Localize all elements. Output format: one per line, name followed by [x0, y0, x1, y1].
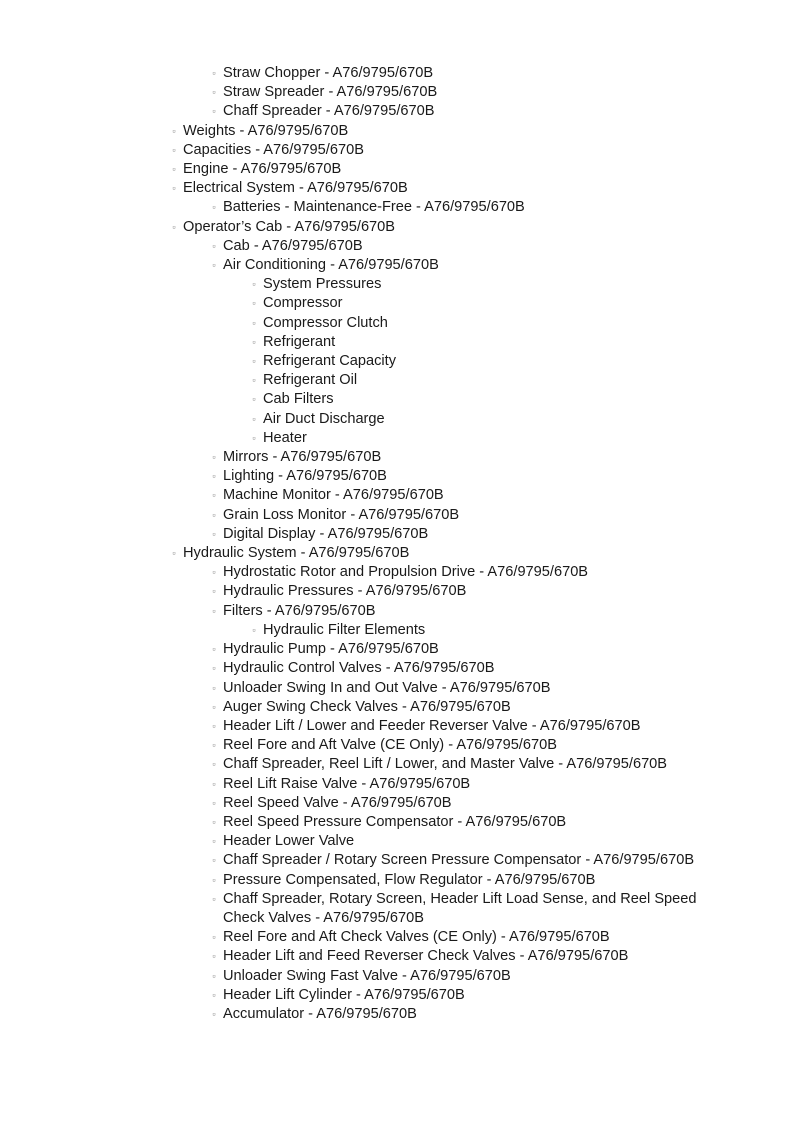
list-item-label: Header Lower Valve [223, 833, 355, 850]
bullet-icon: ▫ [212, 490, 216, 501]
list-item-label: Hydraulic System - A76/9795/670B [183, 545, 410, 562]
bullet-icon: ▫ [252, 356, 256, 367]
list-item [0, 679, 794, 698]
bullet-icon: ▫ [212, 989, 216, 1000]
bullet-icon: ▫ [212, 586, 216, 597]
list-item [0, 294, 794, 313]
list-item-label: Compressor [263, 295, 343, 312]
bullet-icon: ▫ [212, 816, 216, 827]
list-item-label: Refrigerant [263, 333, 336, 350]
list-item [0, 621, 794, 640]
list-item [0, 198, 794, 217]
bullet-icon: ▫ [252, 375, 256, 386]
list-item [0, 429, 794, 448]
bullet-icon: ▫ [212, 567, 216, 578]
list-item [0, 602, 794, 621]
list-item-label: Hydraulic Filter Elements [263, 621, 426, 638]
list-item [0, 928, 794, 947]
list-item-label: Hydrostatic Rotor and Propulsion Drive - A76/9795/670B [223, 564, 589, 581]
list-item [0, 813, 794, 832]
list-item-label: Electrical System - A76/9795/670B [183, 180, 408, 197]
list-item-label: Header Lift and Feed Reverser Check Valves - A76/9795/670B [223, 948, 629, 965]
list-item-label: Lighting - A76/9795/670B [223, 468, 387, 485]
bullet-icon: ▫ [212, 106, 216, 117]
list-item [0, 160, 794, 179]
list-item-label: Chaff Spreader / Rotary Screen Pressure Compensator - A76/9795/670B [223, 852, 695, 869]
list-item [0, 275, 794, 294]
list-item-label: Reel Speed Pressure Compensator - A76/9795/670B [223, 813, 567, 830]
list-item-label: Header Lift Cylinder - A76/9795/670B [223, 986, 465, 1003]
list-item [0, 582, 794, 601]
list-item-label: Compressor Clutch [263, 314, 388, 331]
list-item-label: Engine - A76/9795/670B [183, 161, 342, 178]
list-item [0, 371, 794, 390]
list-item-label: Accumulator - A76/9795/670B [223, 1005, 417, 1022]
list-item [0, 563, 794, 582]
list-item [0, 237, 794, 256]
list-item-label: Mirrors - A76/9795/670B [223, 449, 382, 466]
list-item-label: Reel Fore and Aft Valve (CE Only) - A76/9795/670B [223, 737, 557, 754]
bullet-icon: ▫ [212, 932, 216, 943]
list-item [0, 794, 794, 813]
list-item [0, 851, 728, 870]
bullet-icon: ▫ [212, 452, 216, 463]
bullet-icon: ▫ [172, 125, 176, 136]
list-item [0, 218, 794, 237]
list-item [0, 871, 794, 890]
bullet-icon: ▫ [172, 221, 176, 232]
list-item-label: Machine Monitor - A76/9795/670B [223, 487, 444, 504]
bullet-icon: ▫ [252, 394, 256, 405]
list-item [0, 486, 794, 505]
bullet-icon: ▫ [172, 548, 176, 559]
list-item-label: Hydraulic Control Valves - A76/9795/670B [223, 660, 495, 677]
bullet-icon: ▫ [212, 663, 216, 674]
bullet-icon: ▫ [212, 893, 216, 904]
list-item-label: Cab Filters [263, 391, 334, 408]
list-item-label: Header Lift / Lower and Feeder Reverser Valve - A76/9795/670B [223, 717, 641, 734]
bullet-icon: ▫ [212, 1008, 216, 1019]
list-item-label: Straw Spreader - A76/9795/670B [223, 84, 438, 101]
list-item [0, 314, 794, 333]
list-item [0, 525, 794, 544]
list-item-label: Unloader Swing In and Out Valve - A76/9795/670B [223, 679, 551, 696]
list-item-label: Reel Lift Raise Valve - A76/9795/670B [223, 775, 471, 792]
list-item-label: Chaff Spreader - A76/9795/670B [223, 103, 435, 120]
bullet-icon: ▫ [212, 87, 216, 98]
bullet-icon: ▫ [252, 298, 256, 309]
list-item-label: Digital Display - A76/9795/670B [223, 525, 429, 542]
list-item [0, 717, 794, 736]
bullet-icon: ▫ [252, 624, 256, 635]
list-item-label: Operator’s Cab - A76/9795/670B [183, 218, 396, 235]
list-item-label: System Pressures [263, 276, 382, 293]
bullet-icon: ▫ [212, 682, 216, 693]
bullet-icon: ▫ [212, 970, 216, 981]
list-item-label: Heater [263, 429, 307, 446]
bullet-icon: ▫ [212, 509, 216, 520]
bullet-icon: ▫ [212, 778, 216, 789]
list-item [0, 333, 794, 352]
list-item [0, 775, 794, 794]
list-item [0, 890, 728, 928]
list-item [0, 83, 794, 102]
list-item-label: Capacities - A76/9795/670B [183, 141, 364, 158]
list-item-label: Straw Chopper - A76/9795/670B [223, 65, 434, 81]
list-item-label: Unloader Swing Fast Valve - A76/9795/670B [223, 967, 511, 984]
bullet-icon: ▫ [212, 874, 216, 885]
list-item-label: Air Duct Discharge [263, 410, 385, 427]
list-item [0, 967, 794, 986]
list-item [0, 352, 794, 371]
list-item [0, 1005, 794, 1024]
list-item [0, 141, 794, 160]
bullet-icon: ▫ [252, 432, 256, 443]
list-item-label: Filters - A76/9795/670B [223, 602, 376, 619]
list-item-label: Batteries - Maintenance-Free - A76/9795/670B [223, 199, 525, 216]
list-item-label: Grain Loss Monitor - A76/9795/670B [223, 506, 460, 523]
bullet-icon: ▫ [212, 240, 216, 251]
bullet-icon: ▫ [212, 471, 216, 482]
bullet-icon: ▫ [212, 68, 216, 78]
bullet-icon: ▫ [252, 279, 256, 290]
list-item-label: Weights - A76/9795/670B [183, 122, 349, 139]
list-item [0, 640, 794, 659]
list-item [0, 390, 794, 409]
list-item-label: Refrigerant Capacity [263, 353, 397, 370]
bullet-icon: ▫ [212, 836, 216, 847]
list-item-label: Reel Speed Valve - A76/9795/670B [223, 794, 452, 811]
toc-list [0, 64, 794, 1024]
list-item [0, 102, 794, 121]
bullet-icon: ▫ [252, 317, 256, 328]
list-item-label: Refrigerant Oil [263, 372, 358, 389]
bullet-icon: ▫ [212, 528, 216, 539]
bullet-icon: ▫ [252, 413, 256, 424]
bullet-icon: ▫ [212, 260, 216, 271]
list-item [0, 698, 794, 717]
bullet-icon: ▫ [172, 144, 176, 155]
list-item [0, 659, 794, 678]
bullet-icon: ▫ [212, 701, 216, 712]
list-item [0, 506, 794, 525]
list-item-label: Cab - A76/9795/670B [223, 237, 363, 254]
list-item-label: Auger Swing Check Valves - A76/9795/670B [223, 698, 511, 715]
list-item [0, 986, 794, 1005]
bullet-icon: ▫ [212, 797, 216, 808]
bullet-icon: ▫ [212, 202, 216, 213]
bullet-icon: ▫ [252, 336, 256, 347]
bullet-icon: ▫ [212, 951, 216, 962]
bullet-icon: ▫ [172, 164, 176, 175]
bullet-icon: ▫ [212, 720, 216, 731]
bullet-icon: ▫ [212, 740, 216, 751]
list-item [0, 832, 794, 851]
list-item-label: Reel Fore and Aft Check Valves (CE Only) - A76/9795/670B [223, 929, 610, 946]
list-item-label: Chaff Spreader, Reel Lift / Lower, and Master Valve - A76/9795/670B [223, 756, 668, 773]
bullet-icon: ▫ [172, 183, 176, 194]
list-item-label: Air Conditioning - A76/9795/670B [223, 257, 439, 274]
list-item [0, 256, 794, 275]
list-item [0, 755, 794, 774]
bullet-icon: ▫ [212, 644, 216, 655]
list-item [0, 410, 794, 429]
list-item-label: Pressure Compensated, Flow Regulator - A76/9795/670B [223, 871, 596, 888]
bullet-icon: ▫ [212, 605, 216, 616]
bullet-icon: ▫ [212, 759, 216, 770]
list-item-label: Hydraulic Pressures - A76/9795/670B [223, 583, 467, 600]
list-item-label: Chaff Spreader, Rotary Screen, Header Lift Load Sense, and Reel Speed Check Valves - A76/9795/670B [223, 890, 697, 926]
list-item [0, 947, 794, 966]
list-item [0, 544, 794, 563]
document-page [0, 64, 794, 1024]
bullet-icon: ▫ [212, 855, 216, 866]
list-item [0, 64, 794, 83]
list-item [0, 179, 794, 198]
list-item [0, 448, 794, 467]
list-item-label: Hydraulic Pump - A76/9795/670B [223, 641, 439, 658]
list-item [0, 467, 794, 486]
list-item [0, 736, 794, 755]
list-item [0, 122, 794, 141]
